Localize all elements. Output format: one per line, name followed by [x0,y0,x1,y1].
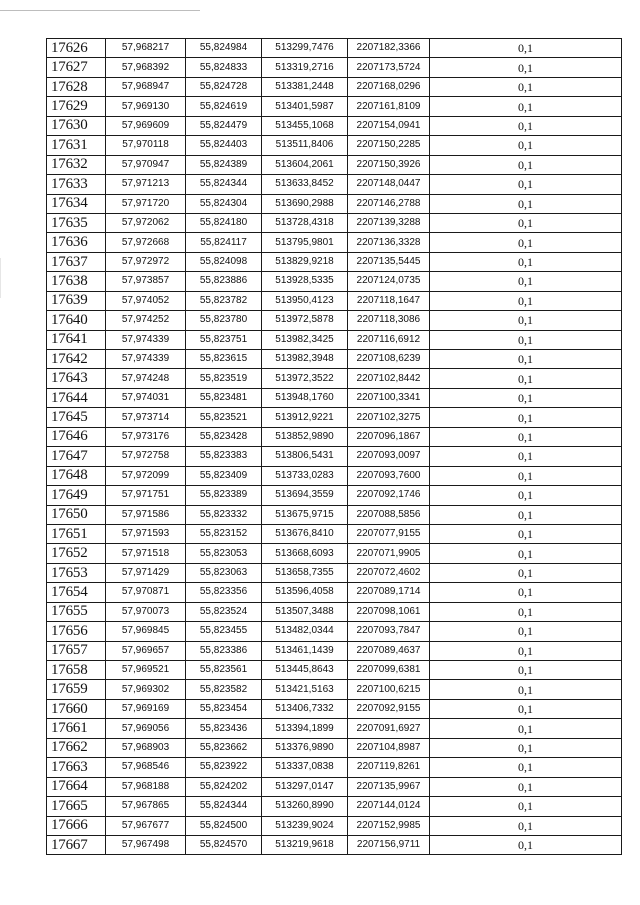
accuracy-cell: 0,1 [430,699,622,718]
coord-y-cell: 2207173,5724 [348,58,430,77]
table-row [47,330,622,349]
longitude-cell: 55,824500 [186,816,262,835]
latitude-cell: 57,974339 [106,330,186,349]
accuracy-cell: 0,1 [430,758,622,777]
latitude-cell: 57,969609 [106,116,186,135]
coord-y-cell: 2207150,3926 [348,155,430,174]
point-number-cell: 17661 [47,719,106,738]
latitude-cell: 57,968217 [106,39,186,58]
latitude-cell: 57,967498 [106,835,186,854]
coord-x-cell: 513829,9218 [262,252,348,271]
accuracy-cell: 0,1 [430,408,622,427]
longitude-cell: 55,823386 [186,641,262,660]
point-number-cell: 17664 [47,777,106,796]
accuracy-cell: 0,1 [430,330,622,349]
longitude-cell: 55,824344 [186,175,262,194]
coord-x-cell: 513445,8643 [262,661,348,680]
coord-y-cell: 2207124,0735 [348,272,430,291]
coord-y-cell: 2207152,9985 [348,816,430,835]
coord-y-cell: 2207077,9155 [348,524,430,543]
table-row [47,155,622,174]
coord-y-cell: 2207099,6381 [348,661,430,680]
accuracy-cell: 0,1 [430,233,622,252]
table-row [47,661,622,680]
point-number-cell: 17647 [47,447,106,466]
table-row [47,58,622,77]
table-row [47,777,622,796]
accuracy-cell: 0,1 [430,39,622,58]
accuracy-cell: 0,1 [430,350,622,369]
latitude-cell: 57,974248 [106,369,186,388]
table-row [47,719,622,738]
coord-y-cell: 2207168,0296 [348,77,430,96]
accuracy-cell: 0,1 [430,77,622,96]
table-row [47,466,622,485]
coord-y-cell: 2207135,9967 [348,777,430,796]
accuracy-cell: 0,1 [430,252,622,271]
latitude-cell: 57,973176 [106,427,186,446]
latitude-cell: 57,971518 [106,544,186,563]
latitude-cell: 57,972758 [106,447,186,466]
table-row [47,136,622,155]
table-row [47,427,622,446]
longitude-cell: 55,824570 [186,835,262,854]
coord-y-cell: 2207089,4637 [348,641,430,660]
table-row [47,641,622,660]
latitude-cell: 57,972062 [106,213,186,232]
coord-x-cell: 513596,4058 [262,583,348,602]
accuracy-cell: 0,1 [430,797,622,816]
accuracy-cell: 0,1 [430,194,622,213]
coord-x-cell: 513394,1899 [262,719,348,738]
coord-y-cell: 2207088,5856 [348,505,430,524]
latitude-cell: 57,968188 [106,777,186,796]
longitude-cell: 55,823615 [186,350,262,369]
coord-y-cell: 2207100,6215 [348,680,430,699]
accuracy-cell: 0,1 [430,505,622,524]
table-row [47,213,622,232]
latitude-cell: 57,973857 [106,272,186,291]
point-number-cell: 17654 [47,583,106,602]
longitude-cell: 55,823561 [186,661,262,680]
coord-y-cell: 2207154,0941 [348,116,430,135]
point-number-cell: 17639 [47,291,106,310]
accuracy-cell: 0,1 [430,486,622,505]
point-number-cell: 17658 [47,661,106,680]
coord-x-cell: 513337,0838 [262,758,348,777]
latitude-cell: 57,971213 [106,175,186,194]
coord-x-cell: 513299,7476 [262,39,348,58]
point-number-cell: 17635 [47,213,106,232]
latitude-cell: 57,974339 [106,350,186,369]
coord-x-cell: 513928,5335 [262,272,348,291]
point-number-cell: 17636 [47,233,106,252]
coord-x-cell: 513676,8410 [262,524,348,543]
table-row [47,350,622,369]
longitude-cell: 55,823886 [186,272,262,291]
table-row [47,194,622,213]
coord-x-cell: 513461,1439 [262,641,348,660]
point-number-cell: 17646 [47,427,106,446]
accuracy-cell: 0,1 [430,777,622,796]
latitude-cell: 57,971751 [106,486,186,505]
coord-x-cell: 513948,1760 [262,388,348,407]
point-number-cell: 17634 [47,194,106,213]
coord-y-cell: 2207150,2285 [348,136,430,155]
accuracy-cell: 0,1 [430,816,622,835]
coord-y-cell: 2207118,3086 [348,311,430,330]
coord-x-cell: 513728,4318 [262,213,348,232]
latitude-cell: 57,967677 [106,816,186,835]
point-number-cell: 17651 [47,524,106,543]
point-number-cell: 17644 [47,388,106,407]
longitude-cell: 55,824202 [186,777,262,796]
point-number-cell: 17633 [47,175,106,194]
longitude-cell: 55,823524 [186,602,262,621]
accuracy-cell: 0,1 [430,563,622,582]
table-row [47,583,622,602]
longitude-cell: 55,824117 [186,233,262,252]
point-number-cell: 17662 [47,738,106,757]
point-number-cell: 17666 [47,816,106,835]
coord-x-cell: 513675,9715 [262,505,348,524]
point-number-cell: 17650 [47,505,106,524]
longitude-cell: 55,824479 [186,116,262,135]
accuracy-cell: 0,1 [430,602,622,621]
point-number-cell: 17657 [47,641,106,660]
accuracy-cell: 0,1 [430,155,622,174]
latitude-cell: 57,969657 [106,641,186,660]
accuracy-cell: 0,1 [430,661,622,680]
point-number-cell: 17632 [47,155,106,174]
latitude-cell: 57,971429 [106,563,186,582]
table-row [47,835,622,854]
coord-x-cell: 513912,9221 [262,408,348,427]
coord-x-cell: 513604,2061 [262,155,348,174]
accuracy-cell: 0,1 [430,272,622,291]
longitude-cell: 55,823332 [186,505,262,524]
longitude-cell: 55,823409 [186,466,262,485]
latitude-cell: 57,974252 [106,311,186,330]
longitude-cell: 55,824344 [186,797,262,816]
coord-y-cell: 2207146,2788 [348,194,430,213]
point-number-cell: 17652 [47,544,106,563]
table-row [47,544,622,563]
coordinates-table [46,38,622,855]
table-row [47,738,622,757]
table-row [47,116,622,135]
longitude-cell: 55,824619 [186,97,262,116]
coord-y-cell: 2207093,0097 [348,447,430,466]
accuracy-cell: 0,1 [430,738,622,757]
accuracy-cell: 0,1 [430,116,622,135]
coord-x-cell: 513972,3522 [262,369,348,388]
point-number-cell: 17659 [47,680,106,699]
coord-x-cell: 513690,2988 [262,194,348,213]
coord-y-cell: 2207119,8261 [348,758,430,777]
coord-y-cell: 2207092,1746 [348,486,430,505]
point-number-cell: 17643 [47,369,106,388]
longitude-cell: 55,824304 [186,194,262,213]
point-number-cell: 17667 [47,835,106,854]
table-row [47,524,622,543]
longitude-cell: 55,823053 [186,544,262,563]
accuracy-cell: 0,1 [430,291,622,310]
coord-y-cell: 2207136,3328 [348,233,430,252]
point-number-cell: 17645 [47,408,106,427]
coord-x-cell: 513668,6093 [262,544,348,563]
latitude-cell: 57,969130 [106,97,186,116]
accuracy-cell: 0,1 [430,213,622,232]
point-number-cell: 17641 [47,330,106,349]
longitude-cell: 55,823428 [186,427,262,446]
table-row [47,699,622,718]
table-row [47,388,622,407]
coord-x-cell: 513852,9890 [262,427,348,446]
latitude-cell: 57,970073 [106,602,186,621]
accuracy-cell: 0,1 [430,622,622,641]
latitude-cell: 57,970947 [106,155,186,174]
coord-x-cell: 513733,0283 [262,466,348,485]
table-row [47,758,622,777]
coord-x-cell: 513658,7355 [262,563,348,582]
point-number-cell: 17649 [47,486,106,505]
coord-x-cell: 513421,5163 [262,680,348,699]
coord-y-cell: 2207092,9155 [348,699,430,718]
longitude-cell: 55,823454 [186,699,262,718]
point-number-cell: 17627 [47,58,106,77]
coord-y-cell: 2207071,9905 [348,544,430,563]
coord-y-cell: 2207182,3366 [348,39,430,58]
accuracy-cell: 0,1 [430,388,622,407]
table-row [47,408,622,427]
point-number-cell: 17660 [47,699,106,718]
accuracy-cell: 0,1 [430,466,622,485]
table-row [47,77,622,96]
coord-y-cell: 2207139,3288 [348,213,430,232]
coord-y-cell: 2207116,6912 [348,330,430,349]
latitude-cell: 57,971586 [106,505,186,524]
coord-y-cell: 2207144,0124 [348,797,430,816]
table-row [47,816,622,835]
accuracy-cell: 0,1 [430,136,622,155]
longitude-cell: 55,823063 [186,563,262,582]
table-row [47,447,622,466]
table-row [47,486,622,505]
longitude-cell: 55,824403 [186,136,262,155]
coord-x-cell: 513219,9618 [262,835,348,854]
table-row [47,602,622,621]
point-number-cell: 17628 [47,77,106,96]
coord-x-cell: 513455,1068 [262,116,348,135]
coord-x-cell: 513795,9801 [262,233,348,252]
accuracy-cell: 0,1 [430,447,622,466]
coord-x-cell: 513376,9890 [262,738,348,757]
table-row [47,97,622,116]
coord-x-cell: 513239,9024 [262,816,348,835]
coord-y-cell: 2207104,8987 [348,738,430,757]
accuracy-cell: 0,1 [430,175,622,194]
point-number-cell: 17653 [47,563,106,582]
latitude-cell: 57,969056 [106,719,186,738]
longitude-cell: 55,823519 [186,369,262,388]
latitude-cell: 57,969521 [106,661,186,680]
longitude-cell: 55,824098 [186,252,262,271]
scan-margin-mark [0,258,1,298]
table-row [47,233,622,252]
coord-y-cell: 2207072,4602 [348,563,430,582]
longitude-cell: 55,823383 [186,447,262,466]
coord-x-cell: 513633,8452 [262,175,348,194]
table-row [47,252,622,271]
longitude-cell: 55,823481 [186,388,262,407]
table-row [47,563,622,582]
latitude-cell: 57,970118 [106,136,186,155]
latitude-cell: 57,972668 [106,233,186,252]
longitude-cell: 55,824984 [186,39,262,58]
coord-x-cell: 513507,3488 [262,602,348,621]
coord-y-cell: 2207091,6927 [348,719,430,738]
point-number-cell: 17629 [47,97,106,116]
point-number-cell: 17630 [47,116,106,135]
coord-x-cell: 513511,8406 [262,136,348,155]
table-row [47,797,622,816]
point-number-cell: 17631 [47,136,106,155]
coord-y-cell: 2207118,1647 [348,291,430,310]
point-number-cell: 17642 [47,350,106,369]
table-row [47,39,622,58]
accuracy-cell: 0,1 [430,97,622,116]
coord-y-cell: 2207161,8109 [348,97,430,116]
longitude-cell: 55,823521 [186,408,262,427]
coord-y-cell: 2207156,9711 [348,835,430,854]
point-number-cell: 17655 [47,602,106,621]
longitude-cell: 55,823455 [186,622,262,641]
latitude-cell: 57,971720 [106,194,186,213]
latitude-cell: 57,971593 [106,524,186,543]
coord-y-cell: 2207102,8442 [348,369,430,388]
coord-y-cell: 2207089,1714 [348,583,430,602]
accuracy-cell: 0,1 [430,524,622,543]
latitude-cell: 57,974031 [106,388,186,407]
longitude-cell: 55,824389 [186,155,262,174]
longitude-cell: 55,824728 [186,77,262,96]
accuracy-cell: 0,1 [430,58,622,77]
longitude-cell: 55,823662 [186,738,262,757]
point-number-cell: 17637 [47,252,106,271]
longitude-cell: 55,823780 [186,311,262,330]
latitude-cell: 57,972972 [106,252,186,271]
coord-x-cell: 513319,2716 [262,58,348,77]
table-row [47,505,622,524]
latitude-cell: 57,968947 [106,77,186,96]
point-number-cell: 17638 [47,272,106,291]
latitude-cell: 57,968546 [106,758,186,777]
coord-x-cell: 513950,4123 [262,291,348,310]
latitude-cell: 57,967865 [106,797,186,816]
latitude-cell: 57,968903 [106,738,186,757]
coord-x-cell: 513972,5878 [262,311,348,330]
longitude-cell: 55,823751 [186,330,262,349]
accuracy-cell: 0,1 [430,719,622,738]
accuracy-cell: 0,1 [430,583,622,602]
point-number-cell: 17656 [47,622,106,641]
coord-y-cell: 2207100,3341 [348,388,430,407]
point-number-cell: 17663 [47,758,106,777]
accuracy-cell: 0,1 [430,544,622,563]
coord-x-cell: 513401,5987 [262,97,348,116]
longitude-cell: 55,823436 [186,719,262,738]
table-row [47,622,622,641]
coord-y-cell: 2207093,7600 [348,466,430,485]
coord-x-cell: 513482,0344 [262,622,348,641]
point-number-cell: 17648 [47,466,106,485]
coord-y-cell: 2207102,3275 [348,408,430,427]
latitude-cell: 57,969302 [106,680,186,699]
accuracy-cell: 0,1 [430,311,622,330]
accuracy-cell: 0,1 [430,369,622,388]
top-rule [0,10,200,11]
coord-y-cell: 2207135,5445 [348,252,430,271]
accuracy-cell: 0,1 [430,427,622,446]
latitude-cell: 57,970871 [106,583,186,602]
coord-y-cell: 2207093,7847 [348,622,430,641]
latitude-cell: 57,973714 [106,408,186,427]
coord-x-cell: 513806,5431 [262,447,348,466]
table-row [47,680,622,699]
table-row [47,369,622,388]
table-row [47,175,622,194]
longitude-cell: 55,823582 [186,680,262,699]
point-number-cell: 17640 [47,311,106,330]
coord-x-cell: 513406,7332 [262,699,348,718]
coord-y-cell: 2207096,1867 [348,427,430,446]
longitude-cell: 55,823782 [186,291,262,310]
latitude-cell: 57,968392 [106,58,186,77]
longitude-cell: 55,824833 [186,58,262,77]
point-number-cell: 17665 [47,797,106,816]
coord-y-cell: 2207098,1061 [348,602,430,621]
coord-x-cell: 513694,3559 [262,486,348,505]
table-row [47,291,622,310]
coord-y-cell: 2207148,0447 [348,175,430,194]
table-row [47,311,622,330]
longitude-cell: 55,824180 [186,213,262,232]
longitude-cell: 55,823922 [186,758,262,777]
longitude-cell: 55,823152 [186,524,262,543]
latitude-cell: 57,969845 [106,622,186,641]
coord-x-cell: 513381,2448 [262,77,348,96]
table-row [47,272,622,291]
coord-x-cell: 513982,3948 [262,350,348,369]
coord-x-cell: 513297,0147 [262,777,348,796]
accuracy-cell: 0,1 [430,835,622,854]
coord-x-cell: 513982,3425 [262,330,348,349]
coord-y-cell: 2207108,6239 [348,350,430,369]
point-number-cell: 17626 [47,39,106,58]
latitude-cell: 57,969169 [106,699,186,718]
latitude-cell: 57,974052 [106,291,186,310]
coord-x-cell: 513260,8990 [262,797,348,816]
longitude-cell: 55,823389 [186,486,262,505]
accuracy-cell: 0,1 [430,641,622,660]
coordinates-table-body [47,39,622,855]
accuracy-cell: 0,1 [430,680,622,699]
latitude-cell: 57,972099 [106,466,186,485]
longitude-cell: 55,823356 [186,583,262,602]
